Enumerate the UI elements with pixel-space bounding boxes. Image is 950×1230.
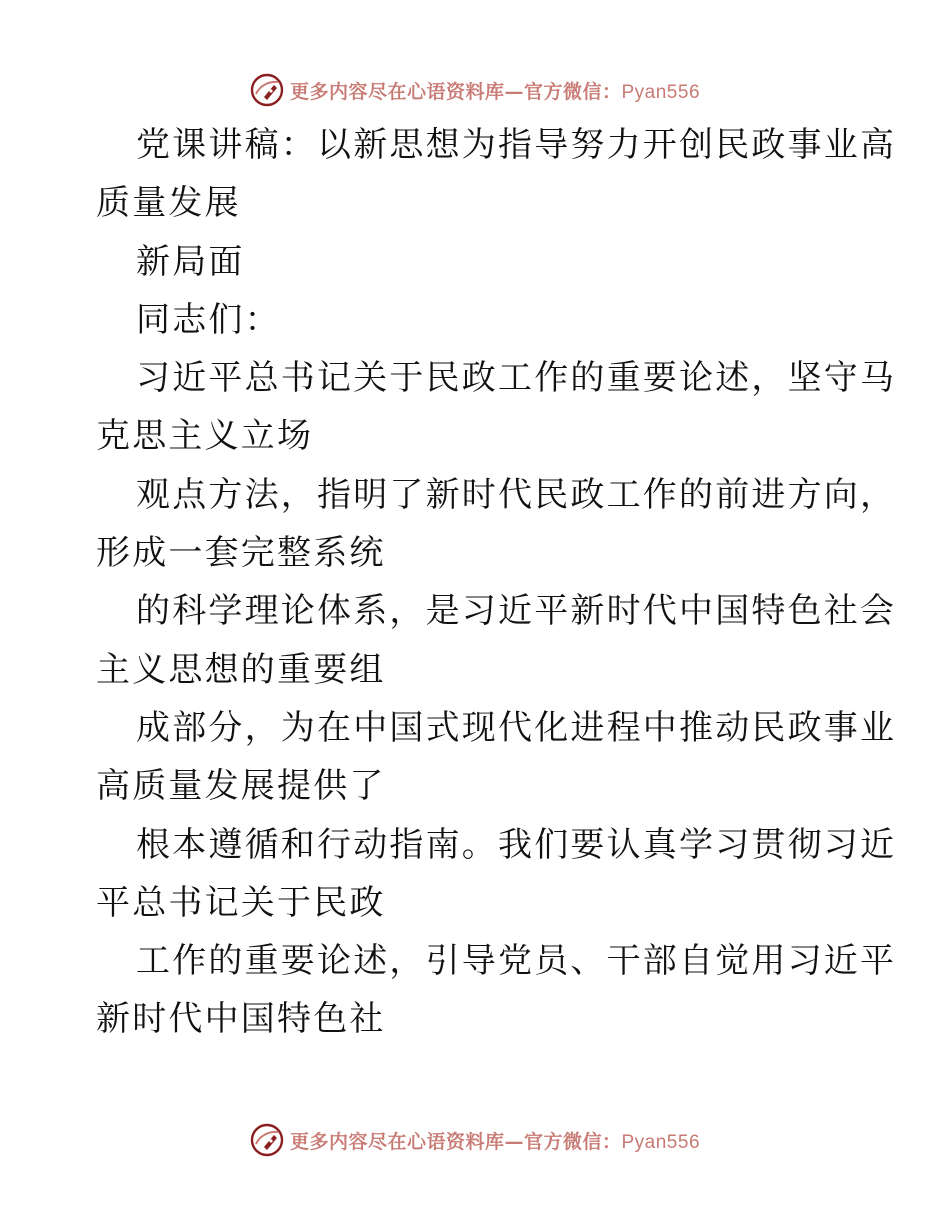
text-line: 根本遵循和行动指南。我们要认真学习贯彻习近 xyxy=(136,824,897,865)
document-body xyxy=(96,116,897,1049)
text-line: 平总书记关于民政 xyxy=(96,882,386,923)
text-line: 形成一套完整系统 xyxy=(96,533,386,574)
text-line: 习近平总书记关于民政工作的重要论述，坚守马 xyxy=(136,358,897,399)
text-line: 的科学理论体系，是习近平新时代中国特色社会 xyxy=(136,591,897,632)
header-banner-label: 更多内容尽在心语资料库—官方微信： xyxy=(289,80,622,103)
footer-banner-text xyxy=(290,1127,700,1154)
pen-nib-logo-icon xyxy=(250,1123,284,1157)
text-line: 新时代中国特色社 xyxy=(96,999,386,1040)
text-line: 党课讲稿：以新思想为指导努力开创民政事业高 xyxy=(136,125,897,165)
text-line: 质量发展 xyxy=(96,183,241,224)
footer-banner-label: 更多内容尽在心语资料库—官方微信： xyxy=(289,1130,622,1153)
text-line: 同志们： xyxy=(136,299,281,340)
text-line: 高质量发展提供了 xyxy=(96,766,386,807)
footer-watermark-banner xyxy=(0,1120,950,1160)
text-line: 成部分，为在中国式现代化进程中推动民政事业 xyxy=(136,707,897,748)
footer-banner-wechat-id: Pyan556 xyxy=(621,1131,701,1153)
pen-nib-logo-icon xyxy=(250,73,284,107)
text-line: 主义思想的重要组 xyxy=(96,649,386,690)
text-line: 克思主义立场 xyxy=(96,416,314,457)
text-line: 观点方法，指明了新时代民政工作的前进方向， xyxy=(136,474,897,515)
header-watermark-banner xyxy=(0,70,950,110)
text-line: 新局面 xyxy=(136,241,245,282)
header-banner-text xyxy=(290,77,700,104)
text-line: 工作的重要论述，引导党员、干部自觉用习近平 xyxy=(136,941,897,982)
header-banner-wechat-id: Pyan556 xyxy=(621,81,701,103)
